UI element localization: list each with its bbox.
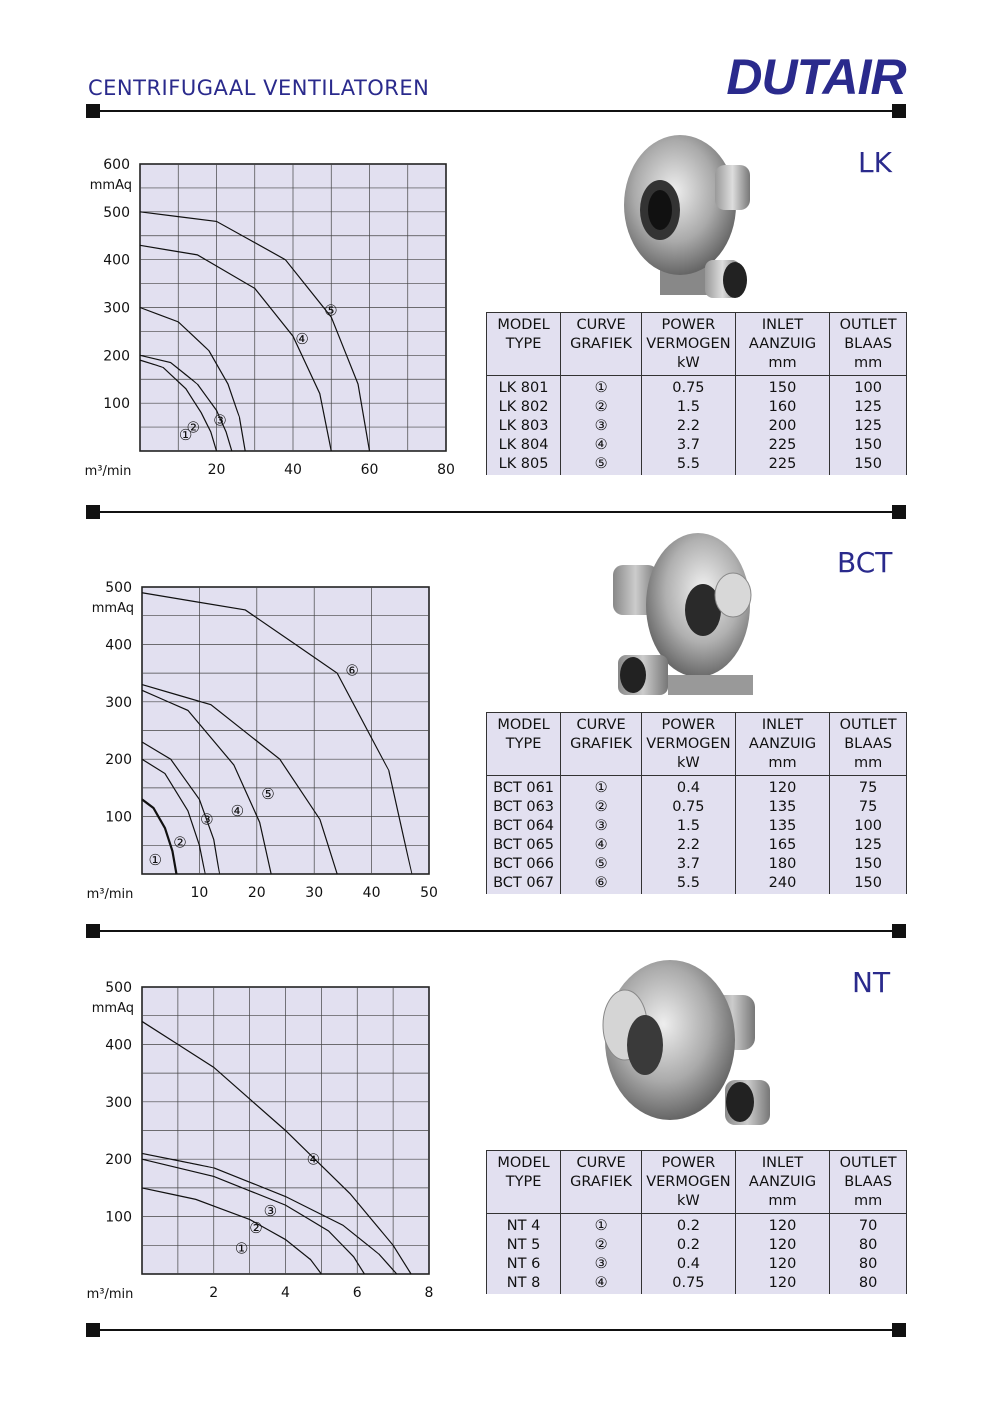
x-tick-label: 2: [209, 1285, 219, 1301]
y-tick-label: 100: [105, 1209, 132, 1226]
table-header-cell: MODEL TYPE: [487, 313, 561, 376]
table-cell: ④: [561, 436, 642, 455]
table-cell: LK 801: [487, 376, 561, 399]
lk-spec-table: [487, 313, 906, 475]
table-cell: 75: [858, 799, 878, 815]
series-label: ⑥: [345, 661, 359, 680]
page-title: CENTRIFUGAAL VENTILATOREN: [88, 76, 430, 100]
table-cell: ③: [561, 1255, 642, 1274]
table-cell: 135: [735, 817, 830, 836]
table-cell: NT 5: [487, 1236, 561, 1255]
table-cell: 1.5: [642, 398, 736, 417]
series-label: ③: [213, 411, 227, 430]
table-row: [487, 855, 906, 874]
table-row: [487, 1236, 906, 1255]
table-cell: 0.4: [642, 1255, 736, 1274]
lk-fan-photo: [620, 130, 760, 305]
series-label: ④: [295, 330, 309, 349]
table-cell: BCT 067: [487, 874, 561, 894]
series-label: ①: [178, 425, 193, 444]
table-header-cell: MODEL TYPE: [487, 713, 561, 776]
table-cell: LK 804: [487, 436, 561, 455]
table-cell: 2.2: [642, 417, 736, 436]
table-header-cell: OUTLET BLAAS mm: [830, 313, 906, 376]
lk-performance-chart: [80, 150, 460, 485]
table-cell: 125: [854, 418, 882, 434]
table-cell: LK 803: [487, 417, 561, 436]
table-cell: NT 8: [487, 1274, 561, 1294]
table-header-cell: MODEL TYPE: [487, 1151, 561, 1214]
table-cell: 150: [854, 456, 882, 472]
table-row: [487, 1214, 906, 1237]
header-divider: [86, 104, 906, 118]
y-tick-label: 500: [105, 580, 132, 596]
table-header-cell: CURVE GRAFIEK: [561, 1151, 642, 1214]
table-row: [487, 874, 906, 894]
table-cell: 200: [735, 417, 830, 436]
table-header-row: [487, 313, 906, 376]
series-label: ②: [173, 833, 187, 852]
x-axis-label: m³/min: [86, 887, 134, 902]
nt-performance-chart: [80, 975, 460, 1305]
table-cell: 75: [858, 780, 878, 796]
table-cell: 0.4: [642, 776, 736, 799]
y-tick-label: 300: [103, 300, 130, 317]
x-tick-label: 60: [360, 462, 379, 478]
y-axis-label: mmAq: [91, 1001, 134, 1016]
table-cell: ⑤: [561, 855, 642, 874]
y-tick-label: 200: [105, 752, 132, 769]
x-tick-label: 6: [352, 1285, 362, 1301]
table-cell: 0.2: [642, 1214, 736, 1237]
table-cell: 5.5: [642, 874, 736, 894]
x-axis-label: m³/min: [84, 464, 132, 479]
y-tick-label: 200: [105, 1152, 132, 1169]
section-title-nt: NT: [852, 966, 891, 999]
table-cell: 150: [854, 856, 882, 872]
x-tick-label: 8: [424, 1285, 434, 1301]
bct-fan-photo: [608, 530, 758, 700]
y-tick-label: 100: [103, 396, 130, 413]
section-title-bct: BCT: [837, 546, 893, 579]
table-row: [487, 436, 906, 455]
table-cell: 125: [854, 399, 882, 415]
table-row: [487, 417, 906, 436]
table-row: [487, 817, 906, 836]
section-title-lk: LK: [858, 146, 892, 179]
table-cell: 100: [854, 818, 882, 834]
table-header-cell: CURVE GRAFIEK: [561, 313, 642, 376]
y-tick-label: 400: [105, 637, 132, 654]
table-header-cell: CURVE GRAFIEK: [561, 713, 642, 776]
table-row: [487, 455, 906, 475]
table-cell: ②: [561, 398, 642, 417]
table-cell: 160: [735, 398, 830, 417]
table-cell: ④: [561, 836, 642, 855]
nt-fan-photo: [590, 950, 780, 1140]
y-tick-label: 500: [105, 980, 132, 996]
table-cell: 225: [735, 455, 830, 475]
x-tick-label: 4: [281, 1285, 290, 1301]
footer-divider: [86, 1323, 906, 1337]
table-header-cell: OUTLET BLAAS mm: [830, 713, 906, 776]
table-row: [487, 836, 906, 855]
table-cell: 135: [735, 798, 830, 817]
series-label: ⑤: [324, 301, 338, 320]
y-tick-label: 300: [105, 1094, 132, 1111]
table-cell: 80: [858, 1275, 878, 1291]
table-cell: 0.75: [642, 798, 736, 817]
series-label: ①: [148, 850, 162, 869]
series-label: ⑤: [261, 784, 275, 803]
table-cell: NT 4: [487, 1214, 561, 1237]
series-label: ④: [306, 1150, 321, 1169]
x-axis-label: m³/min: [86, 1287, 134, 1302]
table-cell: 120: [735, 1255, 830, 1274]
series-label: ④: [230, 801, 245, 820]
y-tick-label: 400: [105, 1037, 132, 1054]
table-cell: 2.2: [642, 836, 736, 855]
table-cell: BCT 066: [487, 855, 561, 874]
table-cell: BCT 065: [487, 836, 561, 855]
x-tick-label: 30: [305, 885, 324, 901]
table-row: [487, 1255, 906, 1274]
x-tick-label: 50: [420, 885, 438, 901]
section-divider: [86, 924, 906, 938]
lk-spec-table-frame: [486, 312, 907, 475]
table-cell: 0.2: [642, 1236, 736, 1255]
table-cell: 150: [854, 437, 882, 453]
table-cell: ⑤: [561, 455, 642, 475]
dutair-logo: [722, 50, 910, 102]
table-row: [487, 776, 906, 799]
x-tick-label: 20: [247, 885, 266, 901]
table-cell: ②: [561, 1236, 642, 1255]
table-cell: BCT 061: [487, 776, 561, 799]
table-cell: 165: [735, 836, 830, 855]
y-axis-label: mmAq: [91, 601, 134, 616]
table-cell: ③: [561, 417, 642, 436]
table-header-row: [487, 1151, 906, 1214]
table-cell: 125: [854, 837, 882, 853]
table-cell: 5.5: [642, 455, 736, 475]
series-label: ③: [263, 1201, 278, 1220]
y-tick-label: 500: [103, 204, 130, 221]
table-cell: 150: [735, 376, 830, 399]
table-row: [487, 1274, 906, 1294]
table-row: [487, 398, 906, 417]
table-cell: 120: [735, 1274, 830, 1294]
table-cell: 120: [735, 1236, 830, 1255]
logo-text: DUTAIR: [726, 50, 906, 102]
table-cell: ①: [561, 776, 642, 799]
table-header-row: [487, 713, 906, 776]
table-header-cell: POWER VERMOGEN kW: [642, 713, 736, 776]
y-tick-label: 100: [105, 809, 132, 826]
nt-spec-table: [487, 1151, 906, 1294]
x-tick-label: 40: [284, 462, 302, 478]
table-cell: 100: [854, 380, 882, 396]
table-row: [487, 798, 906, 817]
table-cell: 240: [735, 874, 830, 894]
table-cell: 1.5: [642, 817, 736, 836]
x-tick-label: 40: [362, 885, 381, 901]
x-tick-label: 80: [437, 462, 455, 478]
table-cell: ③: [561, 817, 642, 836]
table-cell: 3.7: [642, 855, 736, 874]
table-header-cell: OUTLET BLAAS mm: [830, 1151, 906, 1214]
x-tick-label: 10: [190, 885, 209, 901]
table-cell: 225: [735, 436, 830, 455]
bct-spec-table: [487, 713, 906, 894]
table-cell: LK 805: [487, 455, 561, 475]
table-header-cell: INLET AANZUIG mm: [735, 313, 830, 376]
y-tick-label: 300: [105, 694, 132, 711]
bct-performance-chart: [80, 575, 460, 905]
table-cell: 180: [735, 855, 830, 874]
series-label: ②: [186, 418, 200, 437]
y-tick-label: 200: [103, 348, 130, 365]
table-cell: ①: [561, 376, 642, 399]
table-cell: NT 6: [487, 1255, 561, 1274]
series-label: ②: [249, 1219, 263, 1238]
y-tick-label: 600: [103, 157, 130, 173]
table-cell: 150: [854, 875, 882, 891]
x-tick-label: 20: [207, 462, 226, 478]
table-cell: 80: [858, 1237, 878, 1253]
nt-spec-table-frame: [486, 1150, 907, 1294]
table-cell: ④: [561, 1274, 642, 1294]
table-header-cell: POWER VERMOGEN kW: [642, 1151, 736, 1214]
y-axis-label: mmAq: [89, 178, 132, 193]
table-cell: BCT 064: [487, 817, 561, 836]
table-cell: ①: [561, 1214, 642, 1237]
series-label: ③: [200, 810, 214, 829]
table-cell: 120: [735, 1214, 830, 1237]
table-cell: ②: [561, 798, 642, 817]
table-header-cell: POWER VERMOGEN kW: [642, 313, 736, 376]
table-cell: 0.75: [642, 376, 736, 399]
table-cell: ⑥: [561, 874, 642, 894]
table-cell: 80: [858, 1256, 878, 1272]
table-header-cell: INLET AANZUIG mm: [735, 713, 830, 776]
table-cell: 3.7: [642, 436, 736, 455]
table-cell: 0.75: [642, 1274, 736, 1294]
table-row: [487, 376, 906, 399]
table-cell: 120: [735, 776, 830, 799]
bct-spec-table-frame: [486, 712, 907, 894]
section-divider: [86, 505, 906, 519]
table-header-cell: INLET AANZUIG mm: [735, 1151, 830, 1214]
y-tick-label: 400: [103, 252, 130, 269]
series-label: ①: [234, 1239, 249, 1258]
table-cell: BCT 063: [487, 798, 561, 817]
table-cell: LK 802: [487, 398, 561, 417]
table-cell: 70: [858, 1218, 878, 1234]
